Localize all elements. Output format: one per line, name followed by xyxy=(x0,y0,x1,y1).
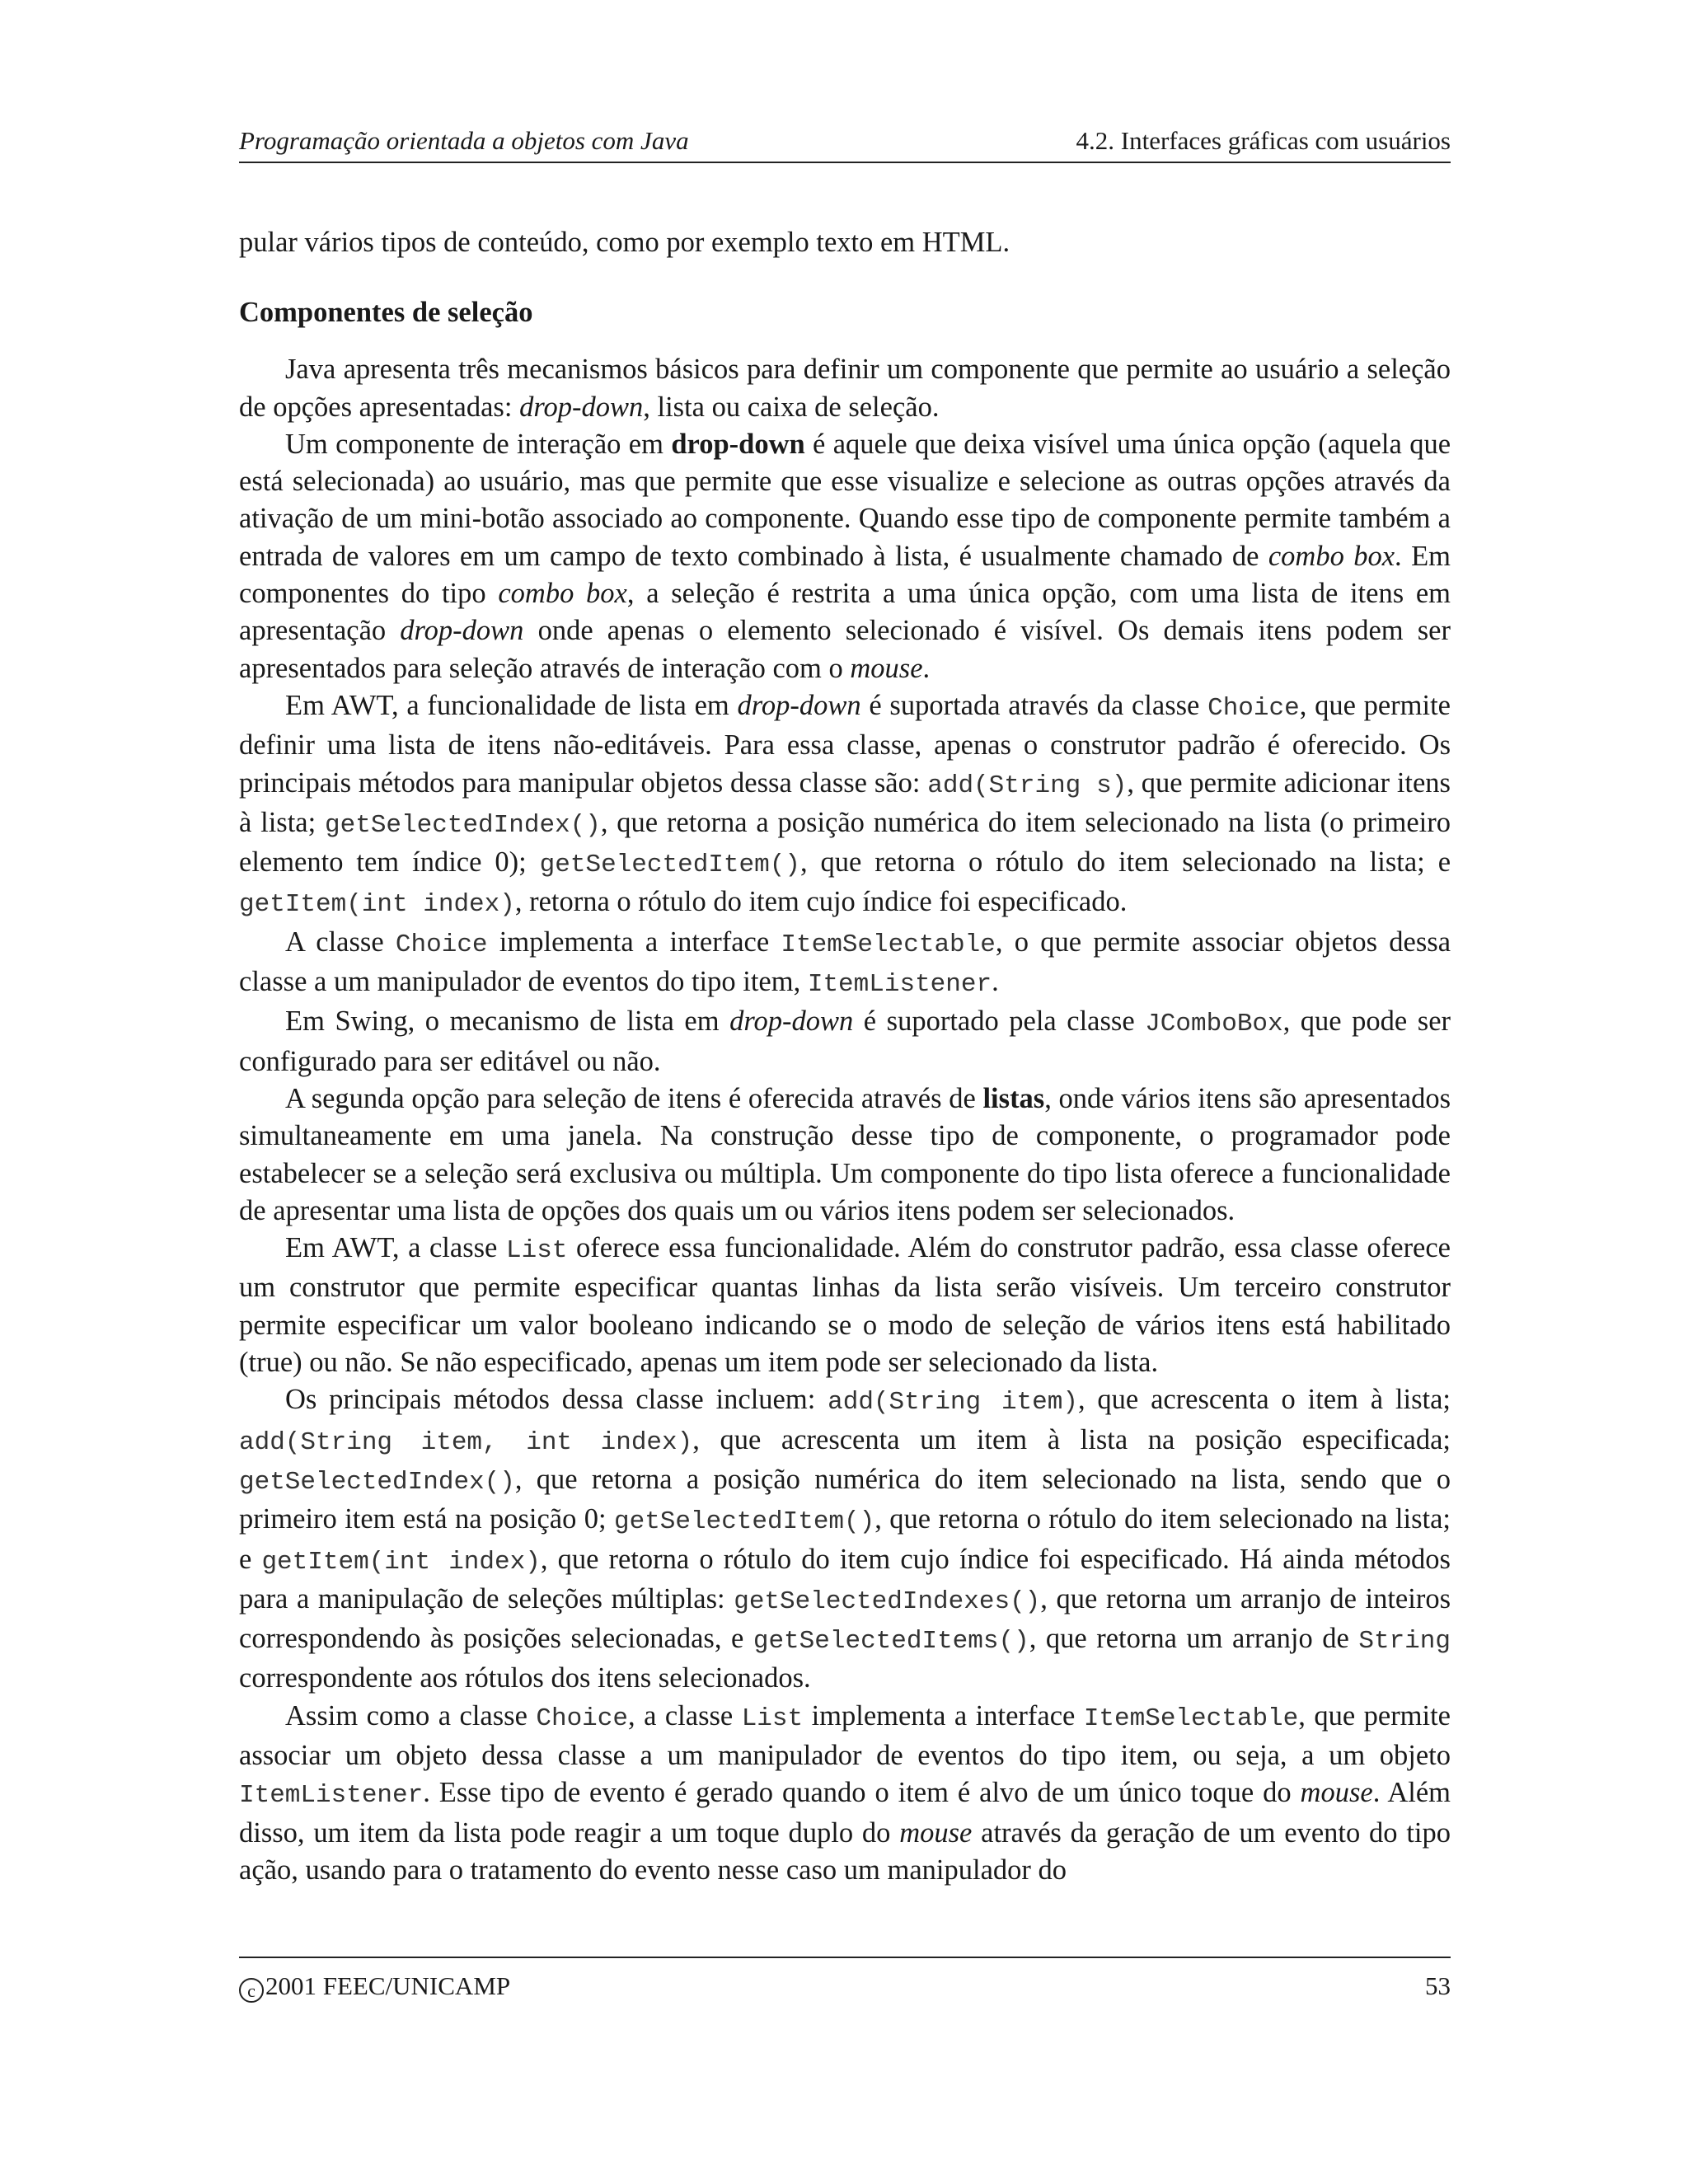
running-footer xyxy=(239,1957,1451,2003)
paragraph-continuation: pular vários tipos de conteúdo, como por exemplo texto em HTML. xyxy=(239,227,1010,258)
paragraph-list-methods: Os principais métodos dessa classe incluem: add(String item), que acrescenta o item à lista; add(String item, int index), que acrescenta um item à lista na posição especificada; getSelectedIndex(), que retorna a posição numérica do item selecionado na lista, sendo que o primeiro item está na posição 0; getSelectedItem(), que retorna o rótulo do item selecionado na lista; e getItem(int index), que retorna o rótulo do item cujo índice foi especificado. Há ainda métodos para a manipulação de seleções múltiplas: getSelectedIndexes(), que retorna um arranjo de inteiros correspondendo às posições selecionadas, e getSelectedItems(), que retorna um arranjo de String correspondente aos rótulos dos itens selecionados. xyxy=(239,1384,1451,1694)
header-book-title: Programação orientada a objetos com Java xyxy=(239,126,689,155)
page-body xyxy=(239,224,1451,1889)
footer-copyright: c 2001 FEEC/UNICAMP xyxy=(239,1970,510,2003)
paragraph-dropdown: Um componente de interação em drop-down é aquele que deixa visível uma única opção (aquela que está selecionada) ao usuário, mas que permite que esse visualize e selecione as outras opções através da ativação de um mini-botão associado ao componente. Quando esse tipo de componente permite também a entrada de valores em um campo de texto combinado à lista, é usualmente chamado de combo box. Em componentes do tipo combo box, a seleção é restrita a uma única opção, com uma lista de itens em apresentação drop-down onde apenas o elemento selecionado é visível. Os demais itens podem ser apresentados para seleção através de interação com o mouse. xyxy=(239,428,1451,684)
section-heading: Componentes de seleção xyxy=(239,297,533,329)
paragraph-awt-list: Em AWT, a classe List oferece essa funcionalidade. Além do construtor padrão, essa classe oferece um construtor que permite especificar quantas linhas da lista serão visíveis. Um terceiro construtor permite especificar um valor booleano indicando se o modo de seleção de vários itens está habilitado (true) ou não. Se não especificado, apenas um item pode ser selecionado da lista. xyxy=(239,1232,1451,1379)
copyright-icon: c xyxy=(239,1978,264,2003)
page-number: 53 xyxy=(1425,1971,1451,2000)
paragraph-awt-choice: Em AWT, a funcionalidade de lista em drop-down é suportada através da classe Choice, que permite definir uma lista de itens não-editáveis. Para essa classe, apenas o construtor padrão é oferecido. Os principais métodos para manipular objetos dessa classe são: add(String s), que permite adicionar itens à lista; getSelectedIndex(), que retorna a posição numérica do item selecionado na lista (o primeiro elemento tem índice 0); getSelectedItem(), que retorna o rótulo do item selecionado na lista; e getItem(int index), retorna o rótulo do item cujo índice foi especificado. xyxy=(239,689,1451,920)
paragraph-swing-combobox: Em Swing, o mecanismo de lista em drop-down é suportado pela classe JComboBox, que pode ser configurado para ser editável ou não. xyxy=(239,1005,1451,1077)
paragraph-lists: A segunda opção para seleção de itens é oferecida através de listas, onde vários itens são apresentados simultaneamente em uma janela. Na construção desse tipo de componente, o programador pode estabelecer se a seleção será exclusiva ou múltipla. Um componente do tipo lista oferece a funcionalidade de apresentar uma lista de opções dos quais um ou vários itens podem ser selecionados. xyxy=(239,1082,1451,1226)
paragraph-list-events: Assim como a classe Choice, a classe List implementa a interface ItemSelectable, que permite associar um objeto dessa classe a um manipulador de eventos do tipo item, ou seja, a um objeto ItemListener. Esse tipo de evento é gerado quando o item é alvo de um único toque do mouse. Além disso, um item da lista pode reagir a um toque duplo do mouse através da geração de um evento do tipo ação, usando para o tratamento do evento nesse caso um manipulador do xyxy=(239,1699,1451,1886)
paragraph-intro: Java apresenta três mecanismos básicos para definir um componente que permite ao usuário a seleção de opções apresentadas: drop-down, lista ou caixa de seleção. xyxy=(239,354,1451,423)
header-section-title: 4.2. Interfaces gráficas com usuários xyxy=(1076,126,1451,155)
running-header xyxy=(239,120,1451,163)
paragraph-choice-interface: A classe Choice implementa a interface ItemSelectable, o que permite associar objetos dessa classe a um manipulador de eventos do tipo item, ItemListener. xyxy=(239,926,1451,1000)
